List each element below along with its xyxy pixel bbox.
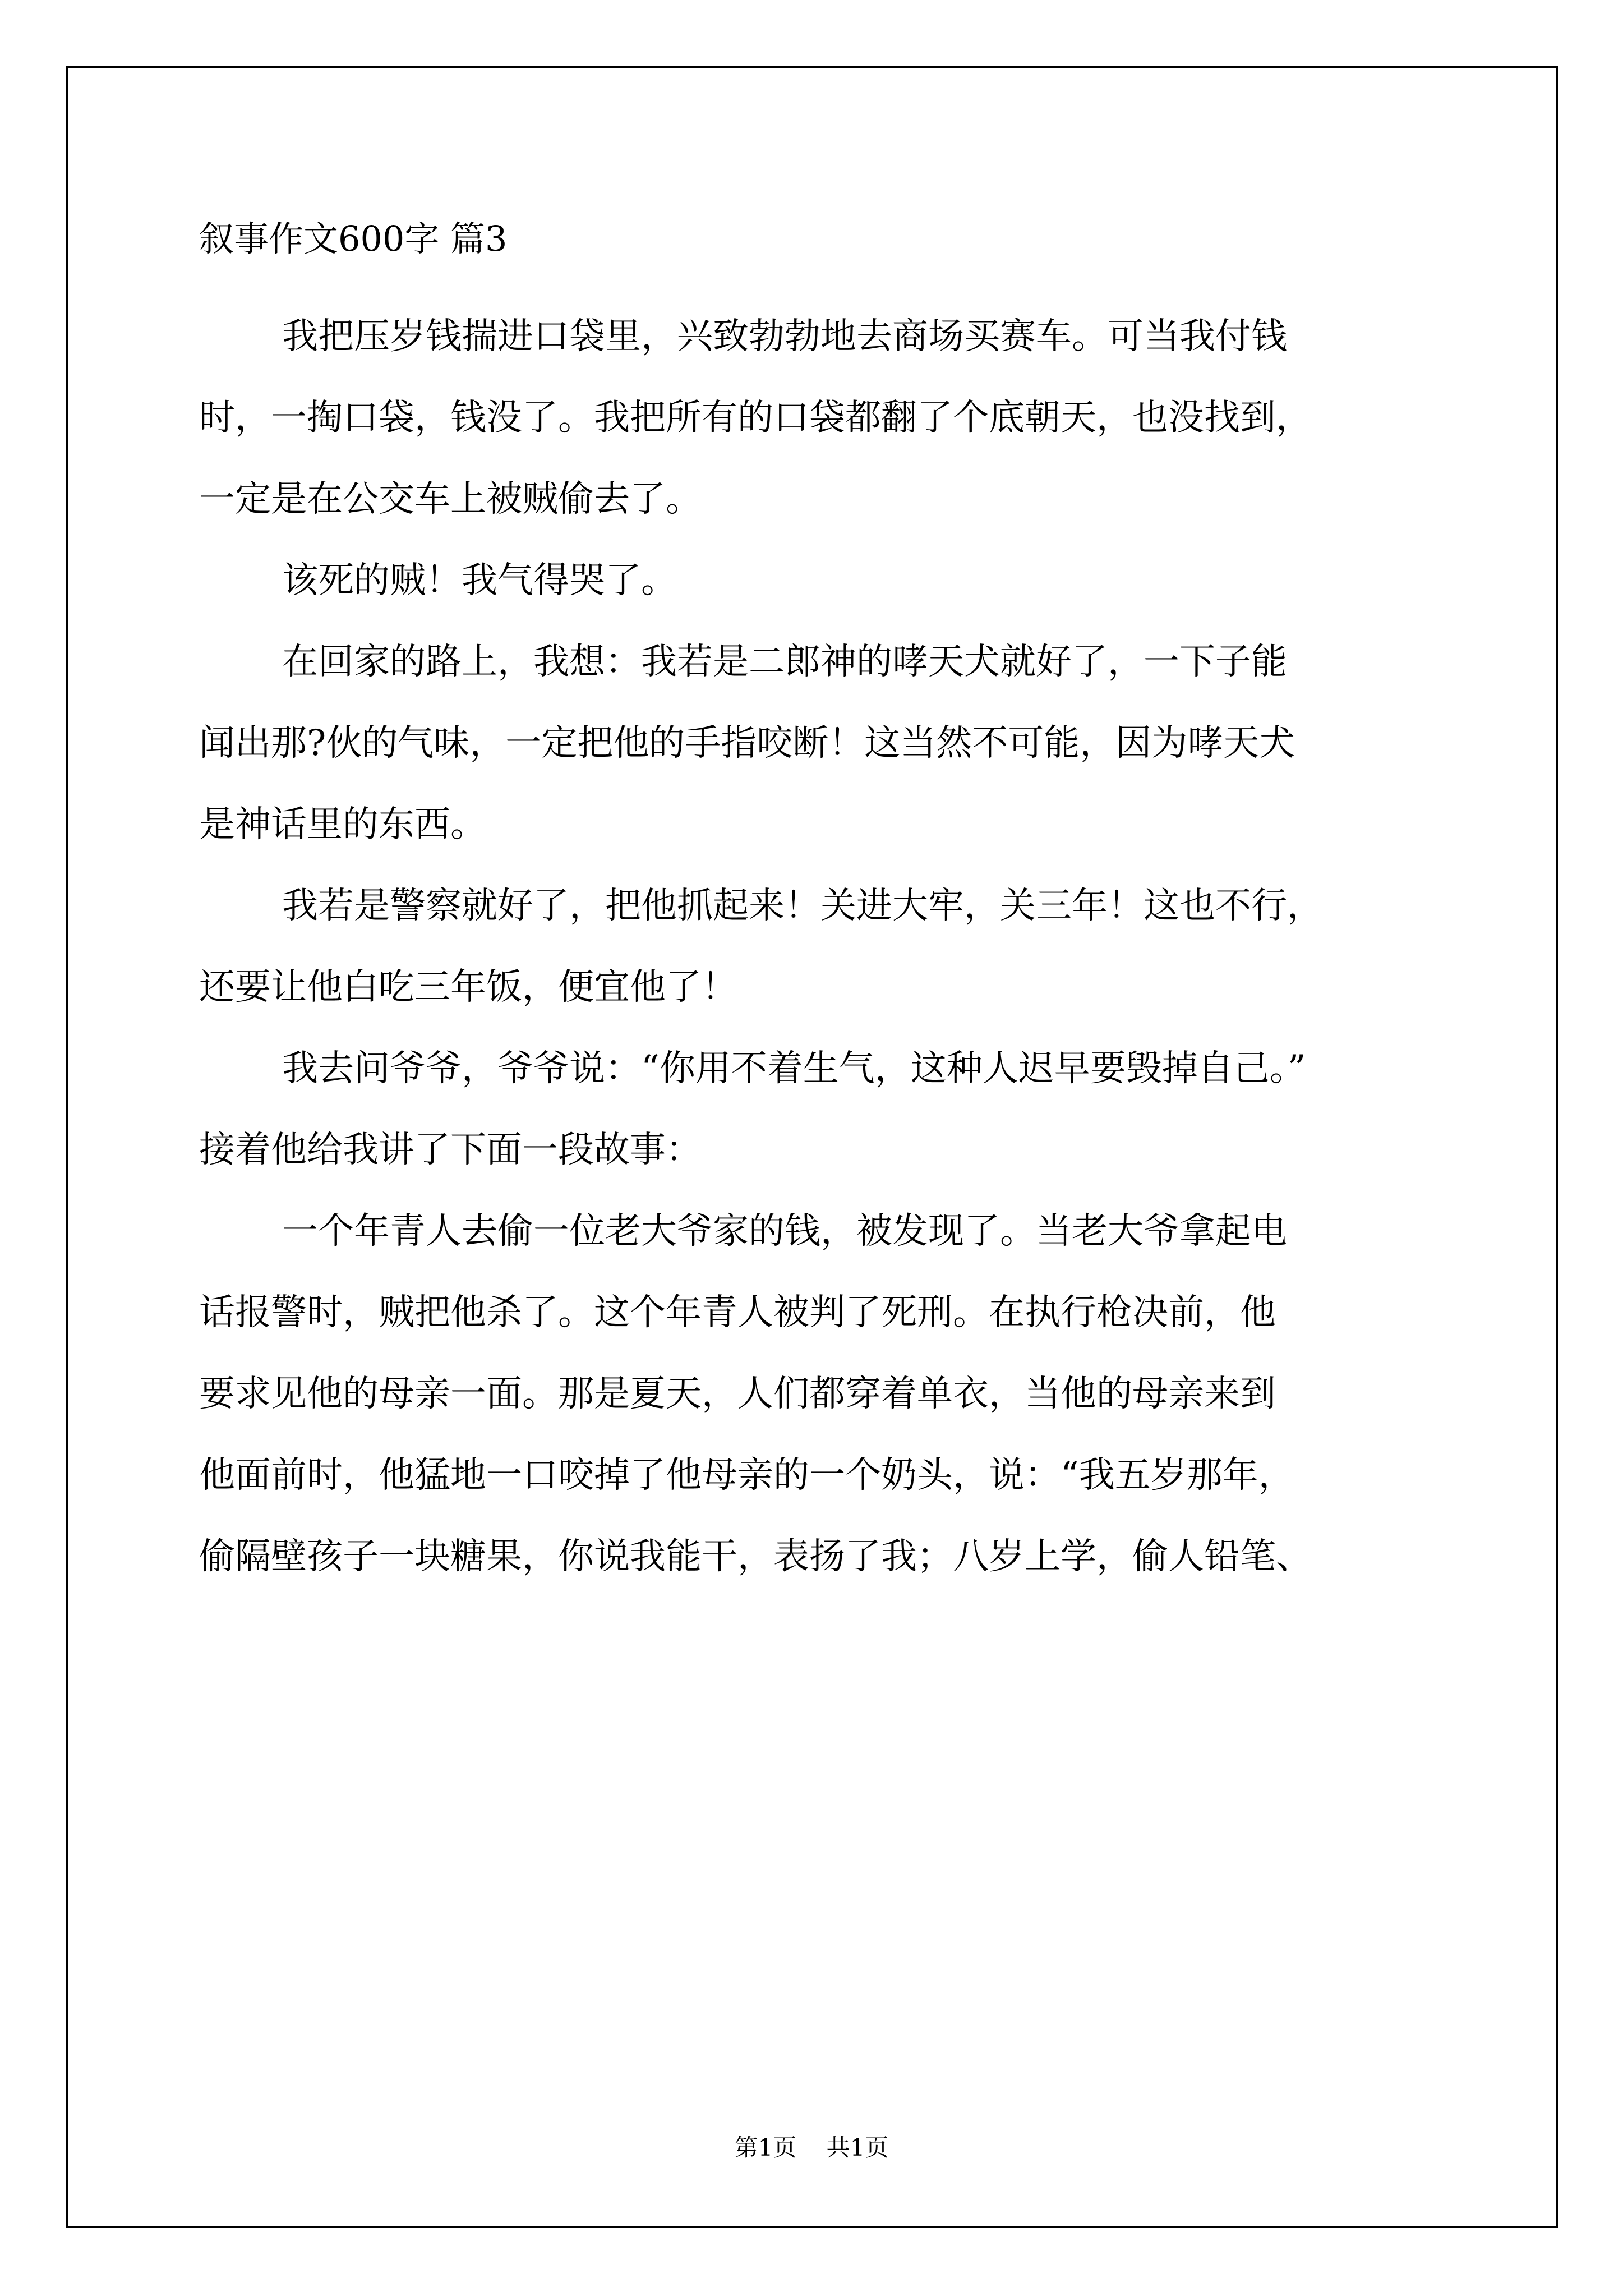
text-line: 还要让他白吃三年饭，便宜他了！ — [199, 967, 737, 1008]
text-line: 一定是在公交车上被贼偷去了。 — [199, 478, 702, 520]
essay-body — [199, 296, 1427, 1598]
text-line: 时，一掏口袋，钱没了。我把所有的口袋都翻了个底朝天，也没找到， — [199, 397, 1312, 439]
page-number: 第1页 — [734, 2134, 797, 2161]
text-line: 一个年青人去偷一位老大爷家的钱，被发现了。当老大爷拿起电 — [282, 1211, 1287, 1252]
text-line: 我若是警察就好了，把他抓起来！关进大牢，关三年！这也不行， — [282, 885, 1323, 927]
text-line: 是神话里的东西。 — [199, 804, 486, 845]
page-footer — [0, 2136, 1623, 2160]
essay-title: 叙事作文600字 篇3 — [199, 218, 508, 259]
page-total: 共1页 — [826, 2134, 889, 2161]
text-line: 我把压岁钱揣进口袋里，兴致勃勃地去商场买赛车。可当我付钱 — [282, 316, 1287, 357]
text-line: 话报警时，贼把他杀了。这个年青人被判了死刑。在执行枪决前，他 — [199, 1292, 1276, 1333]
text-line: 要求见他的母亲一面。那是夏天，人们都穿着单衣，当他的母亲来到 — [199, 1373, 1276, 1415]
text-line: 我去问爷爷，爷爷说：“你用不着生气，这种人迟早要毁掉自己。” — [282, 1048, 1306, 1089]
text-line: 闻出那?伙的气味，一定把他的手指咬断！这当然不可能，因为哮天犬 — [199, 723, 1295, 764]
text-line: 该死的贼！我气得哭了。 — [282, 560, 677, 601]
text-line: 他面前时，他猛地一口咬掉了他母亲的一个奶头，说：“我五岁那年， — [199, 1455, 1294, 1496]
text-line: 在回家的路上，我想：我若是二郎神的哮天犬就好了，一下子能 — [282, 641, 1287, 683]
text-line: 接着他给我讲了下面一段故事： — [199, 1129, 702, 1171]
text-line: 偷隔壁孩子一块糖果，你说我能干，表扬了我；八岁上学，偷人铅笔、 — [199, 1536, 1312, 1577]
